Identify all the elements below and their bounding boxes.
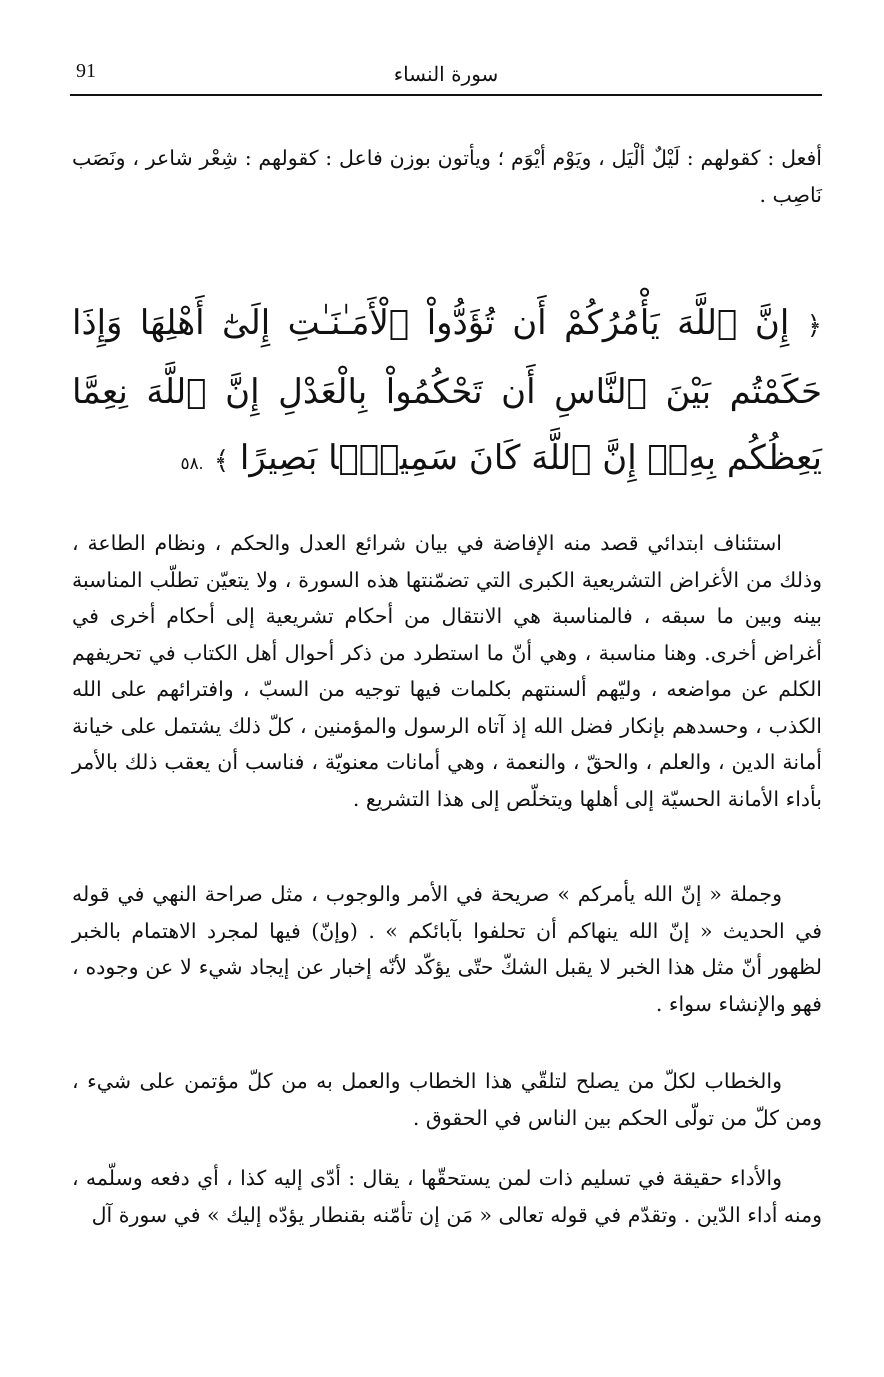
commentary-paragraph-4 bbox=[72, 1160, 822, 1233]
commentary-paragraph-1 bbox=[72, 525, 822, 817]
verse-number: .٥٨ bbox=[180, 454, 204, 473]
paragraph-text: والأداء حقيقة في تسليم ذات لمن يستحقّها ، يقال : أدّى إليه كذا ، أي دفعه وسلّمه ، ومنه أداء الدّين . وتقدّم في قوله تعالى « مَن إن تأمّنه بقنطار يؤدّه إليك » في سورة آل bbox=[72, 1166, 822, 1227]
verse-text: إِنَّ ٱللَّهَ يَأْمُرُكُمْ أَن تُؤَدُّواْ ٱلْأَمَـٰنَـٰتِ إِلَىٰٓ أَهْلِهَا وَإِذَا حَكَمْتُم بَيْنَ ٱلنَّاسِ أَن تَحْكُمُواْ بِالْعَدْلِ إِنَّ ٱللَّهَ نِعِمَّا يَعِظُكُم بِهِۦٓ إِنَّ ٱللَّهَ كَانَ سَمِيعًۢا بَصِيرًا bbox=[72, 303, 822, 478]
intro-text: أفعل : كقولهم : لَيْلٌ ألْيَل ، ويَوْم أيْوَم ؛ ويأتون بوزن فاعل : كقولهم : شِعْر شاعر ، ونَصَب نَاصِب . bbox=[72, 146, 822, 207]
paragraph-text: والخطاب لكلّ من يصلح لتلقّي هذا الخطاب والعمل به من كلّ مؤتمن على شيء ، ومن كلّ من تولّى الحكم بين الناس في الحقوق . bbox=[72, 1069, 822, 1130]
intro-paragraph bbox=[72, 140, 822, 213]
running-title: سورة النساء bbox=[393, 62, 499, 86]
commentary-paragraph-3 bbox=[72, 1063, 822, 1136]
commentary-paragraph-2 bbox=[72, 876, 822, 1022]
page-header bbox=[70, 52, 822, 96]
verse-open-bracket: ﴿ bbox=[806, 311, 822, 341]
quran-verse bbox=[72, 290, 822, 497]
page-number: 91 bbox=[76, 60, 96, 82]
paragraph-text: وجملة « إنّ الله يأمركم » صريحة في الأمر والوجوب ، مثل صراحة النهي في قوله في الحديث « إنّ الله ينهاكم أن تحلفوا بآبائكم » . (وإنّ) فيها لمجرد الاهتمام بالخبر لظهور أنّ مثل هذا الخبر لا يقبل الشكّ حتّى يؤكّد لأنّه إخبار عن إيجاد شيء لا عن وجوده ، فهو والإنشاء سواء . bbox=[72, 882, 822, 1016]
verse-close-bracket: ﴾ bbox=[213, 446, 230, 476]
paragraph-text: استئناف ابتدائي قصد منه الإفاضة في بيان شرائع العدل والحكم ، ونظام الطاعة ، وذلك من الأغراض التشريعية الكبرى التي تضمّنتها هذه السورة ، ولا يتعيّن تطلّب المناسبة بينه وبين ما سبقه ، فالمناسبة هي الانتقال من أحكام تشريعية إلى أحكام أخرى في أغراض أخرى. وهنا مناسبة ، وهي أنّ ما استطرد من ذكر أحوال أهل الكتاب في تحريفهم الكلم عن مواضعه ، وليّهم ألسنتهم بكلمات فيها توجيه من السبّ ، وافترائهم على الله الكذب ، وحسدهم بإنكار فضل الله إذ آتاه الرسول والمؤمنين ، كلّ ذلك يشتمل على خيانة أمانة الدين ، والعلم ، والحقّ ، والنعمة ، وهي أمانات معنويّة ، فناسب أن يعقب ذلك بالأمر بأداء الأمانة الحسيّة إلى أهلها ويتخلّص إلى هذا التشريع . bbox=[72, 531, 822, 811]
